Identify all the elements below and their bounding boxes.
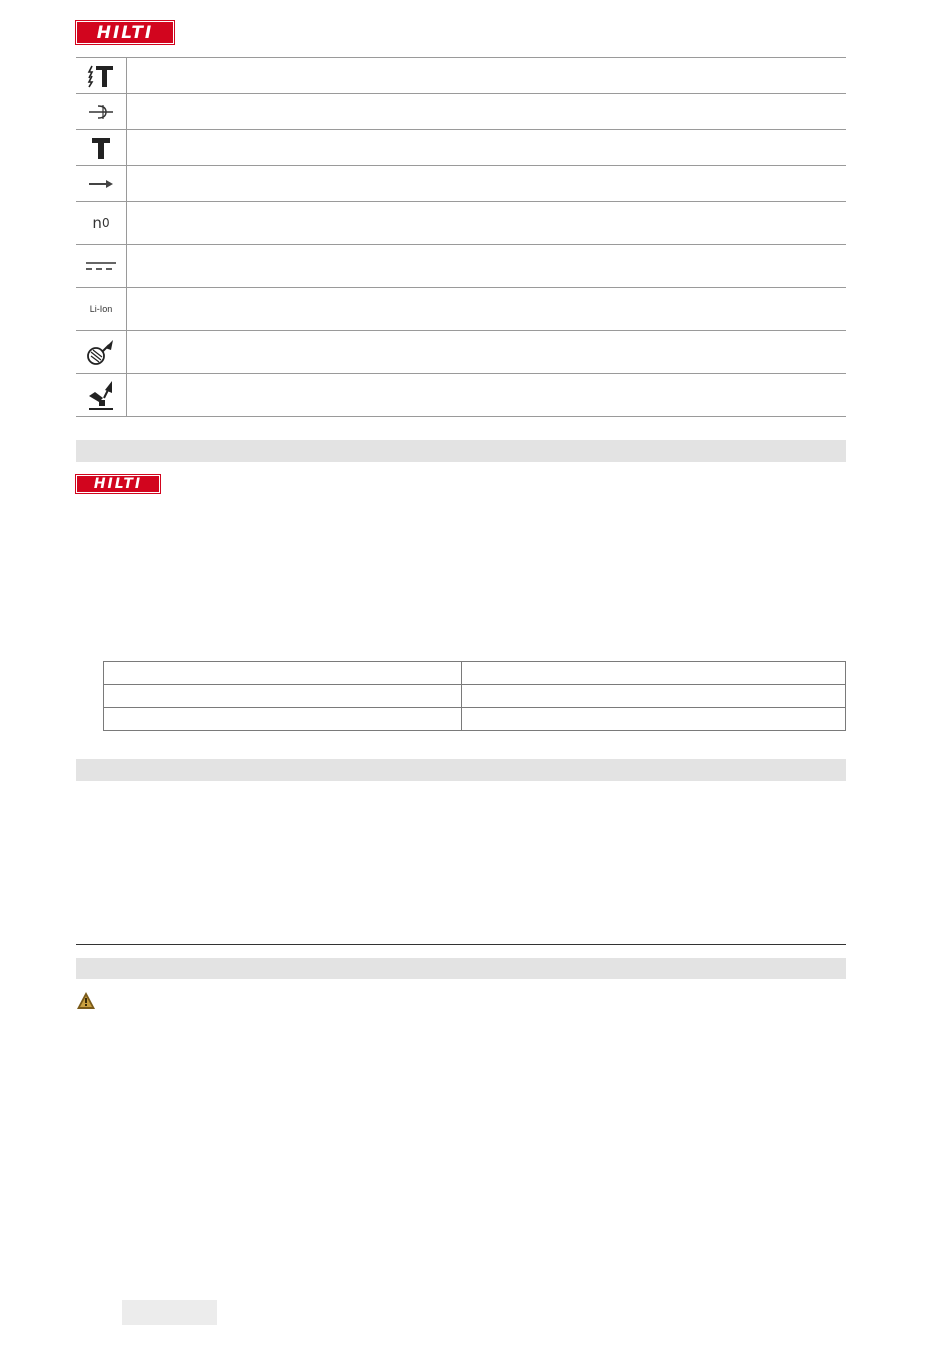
table-cell	[104, 662, 462, 685]
li-ion-battery-icon: Li-Ion	[89, 304, 113, 314]
no-load-speed-icon	[92, 214, 109, 232]
table-cell	[462, 708, 846, 731]
torque-icon	[90, 135, 112, 161]
rated-torque-icon	[86, 63, 116, 89]
section-header-bar	[76, 440, 846, 462]
impact-energy-icon	[86, 101, 116, 123]
section-header-bar	[76, 759, 846, 781]
horizontal-rule	[76, 944, 846, 945]
no-load-speed-label: n	[92, 214, 102, 232]
table-cell	[462, 685, 846, 708]
table-cell	[104, 685, 462, 708]
symbol-row	[76, 202, 846, 245]
symbol-row	[76, 331, 846, 374]
logo-text: HILTI	[93, 476, 143, 492]
chiseling-mode-icon	[85, 378, 117, 412]
symbol-row	[76, 166, 846, 202]
hilti-logo-section	[76, 475, 160, 493]
symbol-row	[76, 374, 846, 417]
warning-triangle-icon	[76, 991, 96, 1011]
symbol-row	[76, 58, 846, 94]
no-load-speed-subscript: 0	[101, 216, 110, 230]
rotary-hammer-mode-icon	[85, 336, 117, 368]
symbol-table	[76, 57, 846, 417]
table-row	[104, 708, 846, 731]
table-cell	[462, 662, 846, 685]
symbol-row	[76, 245, 846, 288]
symbol-row	[76, 94, 846, 130]
table-row	[104, 662, 846, 685]
data-table	[103, 661, 846, 731]
hilti-logo	[76, 21, 174, 44]
logo-text: HILTI	[96, 22, 154, 43]
table-cell	[104, 708, 462, 731]
symbol-row	[76, 130, 846, 166]
page-number-box	[122, 1300, 217, 1325]
symbol-row	[76, 288, 846, 331]
direct-current-icon	[84, 259, 118, 273]
section-header-bar	[76, 958, 846, 979]
table-row	[104, 685, 846, 708]
direction-arrow-icon	[86, 177, 116, 191]
